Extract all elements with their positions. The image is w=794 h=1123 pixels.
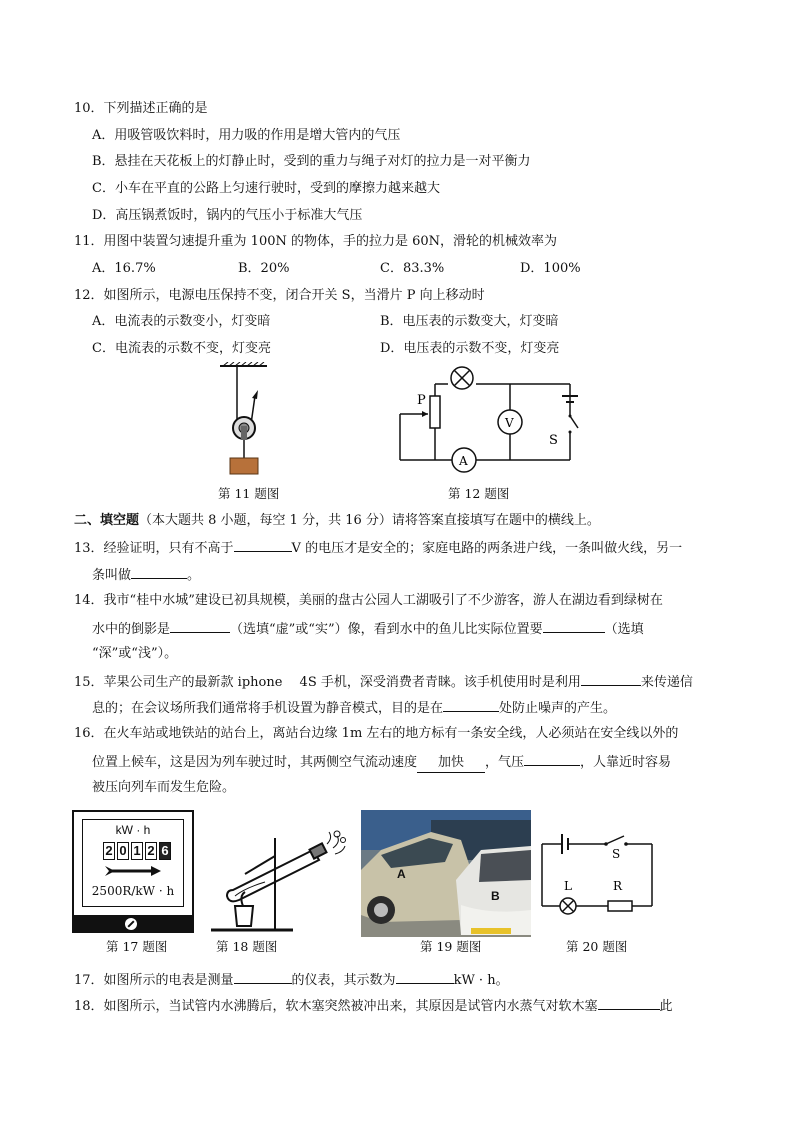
q16-line-1: 16．在火车站或地铁站的站台上，离站台边缘 1m 左右的地方标有一条安全线，人必须站在安全线以外的 [74, 726, 679, 741]
resistor-label: R [613, 879, 623, 893]
q11-option-b: B．20% [238, 261, 290, 276]
electricity-meter-figure [72, 810, 192, 935]
q10-option-d: D．高压锅煮饭时，锅内的气压小于标准大气压 [92, 208, 363, 223]
q15-blank-1[interactable] [581, 672, 641, 686]
meter-constant: 2500R/kW · h [91, 884, 175, 898]
q11-option-d: D．100% [520, 261, 581, 276]
q12-option-a: A．电流表的示数变小，灯变暗 [92, 314, 271, 329]
q13-line-1: 13．经验证明，只有不高于 V 的电压才是安全的；家庭电路的两条进户线，一条叫做火线，另一 [74, 538, 682, 558]
q12-option-d: D．电压表的示数不变，灯变亮 [380, 341, 560, 356]
meter-digit-decimal: 6 [159, 842, 171, 860]
q15-line-2: 息的；在会议场所我们通常将手机设置为静音模式，目的是在 处防止噪声的产生。 [92, 698, 616, 718]
q10-option-b: B．悬挂在天花板上的灯静止时，受到的重力与绳子对灯的拉力是一对平衡力 [92, 154, 531, 169]
caption-fig-17: 第 17 题图 [106, 939, 168, 954]
lamp-label: L [564, 879, 572, 893]
caption-fig-20: 第 20 题图 [566, 939, 628, 954]
q16-line-3: 被压向列车而发生危险。 [92, 780, 236, 795]
section-2-instructions: （本大题共 8 小题，每空 1 分，共 16 分）请将答案直接填写在题中的横线上。 [139, 513, 600, 528]
q10-option-c: C．小车在平直的公路上匀速行驶时，受到的摩擦力越来越大 [92, 181, 440, 196]
q15-blank-2[interactable] [443, 698, 499, 712]
meter-unit: kW · h [115, 823, 151, 837]
car-label-b: B [491, 889, 500, 903]
arrow-icon [105, 864, 163, 878]
q14-line-3: “深”或“浅”）。 [92, 646, 178, 661]
q14-blank-2[interactable] [543, 619, 605, 633]
caption-fig-18: 第 18 题图 [216, 939, 278, 954]
fig12-label-p: P [417, 393, 426, 408]
q14-blank-1[interactable] [170, 619, 230, 633]
meter-digit: 2 [145, 842, 157, 860]
q12-option-c: C．电流表的示数不变，灯变亮 [92, 341, 271, 356]
voltmeter-label: V [505, 416, 514, 430]
q11-option-a: A．16.7% [92, 261, 156, 276]
q10-option-a: A．用吸管吸饮料时，用力吸的作用是增大管内的气压 [92, 128, 401, 143]
q18-line: 18．如图所示，当试管内水沸腾后，软木塞突然被冲出来，其原因是试管内水蒸气对软木塞 此 [74, 996, 673, 1016]
q11-stem: 11．用图中装置匀速提升重为 100N 的物体，手的拉力是 60N，滑轮的机械效率为 [74, 234, 558, 249]
pulley-figure [215, 362, 275, 480]
caption-fig-11: 第 11 题图 [218, 486, 280, 501]
meter-counter [103, 842, 171, 860]
meter-digit: 2 [103, 842, 115, 860]
q16-blank-2[interactable] [524, 752, 580, 766]
q12-stem: 12．如图所示，电源电压保持不变，闭合开关 S，当滑片 P 向上移动时 [74, 288, 485, 303]
q10-stem: 10．下列描述正确的是 [74, 101, 208, 116]
q17-line: 17．如图所示的电表是测量 的仪表，其示数为 kW · h。 [74, 970, 509, 990]
meter-digit: 1 [131, 842, 143, 860]
fig12-label-s: S [549, 433, 558, 448]
ammeter-label: A [459, 454, 468, 468]
circuit-figure-20 [536, 826, 658, 920]
car-label-a: A [397, 867, 406, 881]
q16-filled-blank: 加快 [417, 754, 485, 773]
q13-blank-2[interactable] [131, 565, 187, 579]
car-collision-photo [361, 810, 531, 937]
fig20-label-s: S [612, 847, 621, 861]
screw-icon [125, 918, 137, 930]
meter-digit: 0 [117, 842, 129, 860]
meter-base [72, 915, 194, 933]
q17-blank-2[interactable] [396, 970, 454, 984]
test-tube-figure [205, 826, 350, 934]
section-2-header [74, 512, 600, 530]
circuit-figure-12 [392, 366, 582, 478]
q14-line-2: 水中的倒影是 （选填“虚”或“实”）像，看到水中的鱼儿比实际位置要 （选填 [92, 619, 644, 639]
q11-option-c: C．83.3% [380, 261, 445, 276]
q13-blank-1[interactable] [234, 538, 292, 552]
q18-blank-1[interactable] [598, 996, 660, 1010]
q16-line-2: 位置上候车，这是因为列车驶过时，其两侧空气流动速度 加快 ，气压 ，人靠近时容易 [92, 752, 671, 773]
q13-line-2: 条叫做 。 [92, 565, 200, 585]
caption-fig-12: 第 12 题图 [448, 486, 510, 501]
q12-option-b: B．电压表的示数变大，灯变暗 [380, 314, 559, 329]
caption-fig-19: 第 19 题图 [420, 939, 482, 954]
section-2-title: 二、填空题 [74, 513, 140, 528]
q14-line-1: 14．我市“桂中水城”建设已初具规模，美丽的盘古公园人工湖吸引了不少游客，游人在湖边看到绿树在 [74, 593, 663, 608]
q17-blank-1[interactable] [234, 970, 292, 984]
q15-line-1: 15．苹果公司生产的最新款 iphone 4S 手机，深受消费者青睐。该手机使用时是利用 来传递信 [74, 672, 693, 692]
